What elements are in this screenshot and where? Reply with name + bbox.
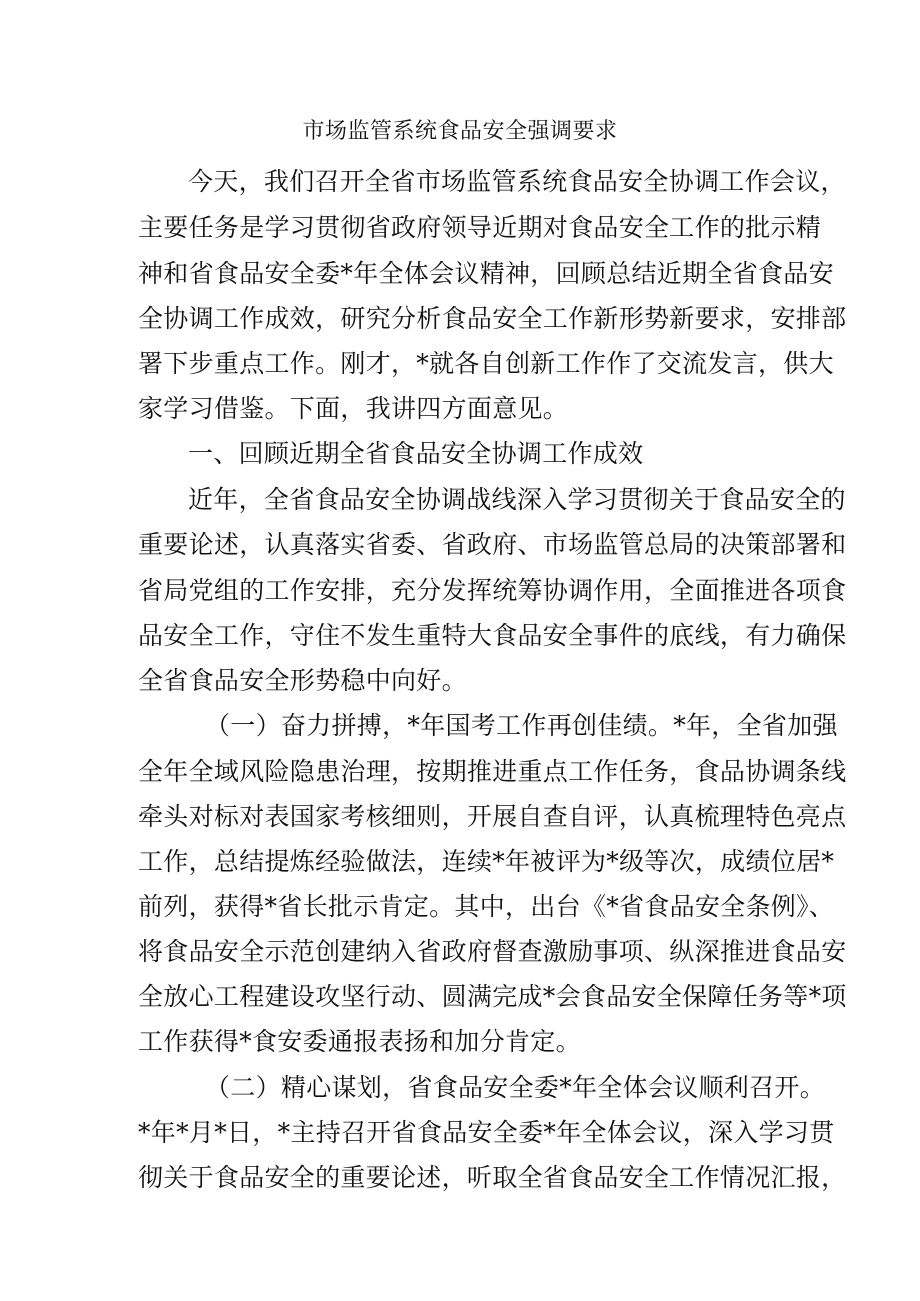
document-title: 市场监管系统食品安全强调要求: [302, 119, 618, 144]
body-line: 主要任务是学习贯彻省政府领导近期对食品安全工作的批示精: [138, 213, 822, 242]
body-line: 署下步重点工作。刚才，*就各自创新工作作了交流发言，供大: [138, 349, 834, 378]
body-line: 全省食品安全形势稳中向好。: [138, 666, 467, 695]
body-line: 省局党组的工作安排，充分发挥统筹协调作用，全面推进各项食: [138, 576, 847, 605]
body-line: 工作，总结提炼经验做法，连续*年被评为*级等次，成绩位居*: [138, 847, 835, 876]
body-line: 家学习借鉴。下面，我讲四方面意见。: [138, 394, 569, 423]
body-line: 彻关于食品安全的重要论述，听取全省食品安全工作情况汇报，: [138, 1163, 847, 1192]
body-line: （二）精心谋划，省食品安全委*年全体会议顺利召开。: [205, 1073, 826, 1102]
body-line: 牵头对标对表国家考核细则，开展自查自评，认真梳理特色亮点: [138, 802, 847, 831]
body-line: 全协调工作成效，研究分析食品安全工作新形势新要求，安排部: [138, 304, 847, 333]
body-line: 近年，全省食品安全协调战线深入学习贯彻关于食品安全的: [188, 485, 846, 514]
body-line: （一）奋力拼搏，*年国考工作再创佳绩。*年，全省加强: [205, 711, 838, 740]
body-line: 全年全域风险隐患治理，按期推进重点工作任务，食品协调条线: [138, 757, 847, 786]
body-line: 重要论述，认真落实省委、省政府、市场监管总局的决策部署和: [138, 530, 847, 559]
body-line: 全放心工程建设攻坚行动、圆满完成*会食品安全保障任务等*项: [138, 982, 847, 1011]
body-line: 工作获得*食安委通报表扬和加分肯定。: [138, 1027, 581, 1056]
body-line: 前列，获得*省长批示肯定。其中，出台《*省食品安全条例》、: [138, 892, 835, 921]
body-line: 一、回顾近期全省食品安全协调工作成效: [188, 439, 644, 468]
body-line: 将食品安全示范创建纳入省政府督查激励事项、纵深推进食品安: [138, 937, 847, 966]
body-line: 今天，我们召开全省市场监管系统食品安全协调工作会议，: [188, 167, 846, 196]
body-line: *年*月*日，*主持召开省食品安全委*年全体会议，深入学习贯: [138, 1118, 835, 1147]
body-line: 神和省食品安全委*年全体会议精神，回顾总结近期全省食品安: [138, 259, 834, 288]
body-line: 品安全工作，守住不发生重特大食品安全事件的底线，有力确保: [138, 621, 847, 650]
